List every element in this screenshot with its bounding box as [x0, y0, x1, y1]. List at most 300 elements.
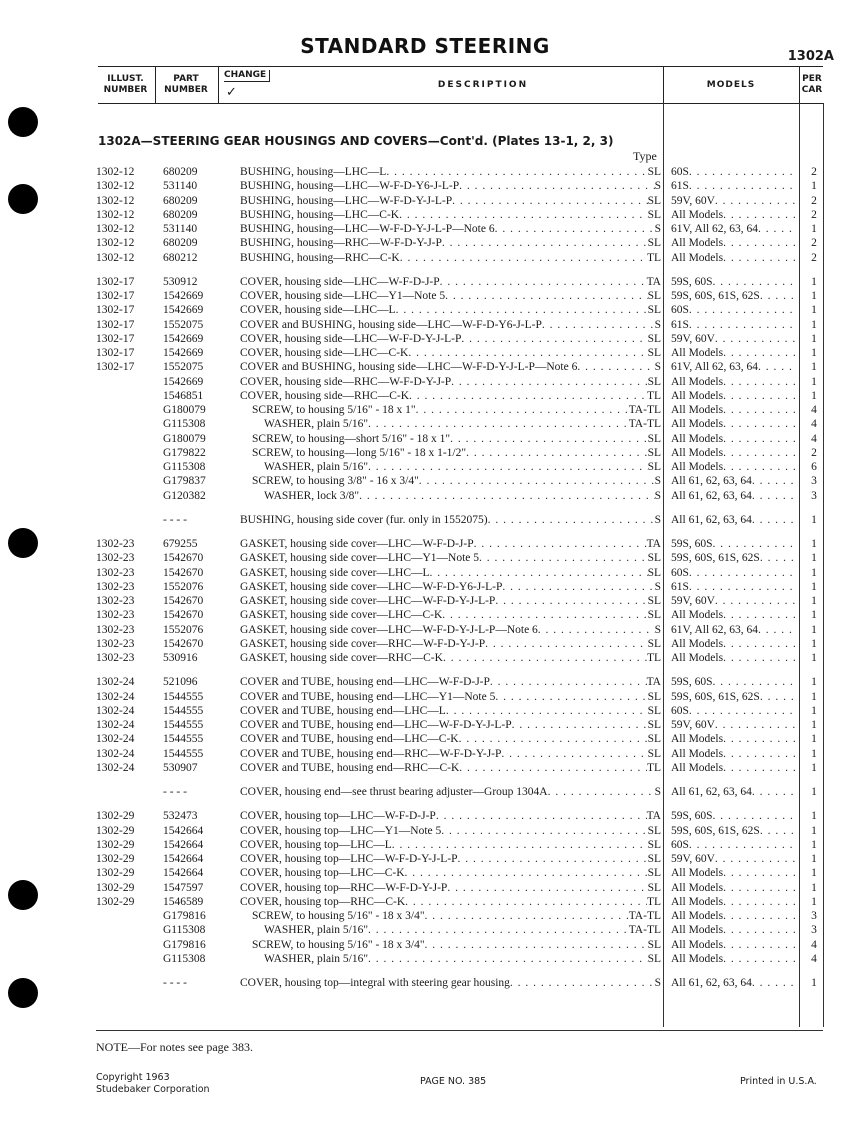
leader-dots	[713, 275, 797, 289]
type-code: S	[654, 361, 661, 374]
models	[671, 651, 797, 665]
leader-dots	[459, 732, 648, 746]
leader-dots	[758, 222, 797, 236]
type-code: TA	[646, 275, 661, 288]
table-row	[0, 809, 850, 823]
models	[671, 236, 797, 250]
leader-dots	[723, 747, 797, 761]
models-text: All 61, 62, 63, 64	[671, 977, 752, 989]
per-car-qty: 1	[811, 786, 817, 798]
models	[671, 513, 797, 527]
part-number: 1546851	[163, 389, 204, 402]
models-text: 60S	[671, 304, 689, 317]
description	[240, 881, 661, 895]
leader-dots	[723, 208, 797, 222]
models-text: All Models	[671, 924, 724, 937]
illus-number: 1302-24	[96, 690, 135, 703]
leader-dots	[436, 809, 647, 823]
type-code: SL	[647, 733, 661, 746]
models	[671, 318, 797, 332]
models-text: All Models	[671, 761, 724, 774]
per-car-qty: 1	[811, 761, 817, 774]
leader-dots	[723, 866, 797, 880]
description	[240, 594, 661, 608]
leader-dots	[723, 375, 797, 389]
models	[671, 432, 797, 446]
description	[240, 460, 661, 474]
type-code: TA	[646, 676, 661, 689]
models-text: 61S	[671, 180, 689, 193]
type-code: S	[654, 580, 661, 593]
models-text: 60S	[671, 566, 689, 579]
type-code: SL	[647, 432, 661, 445]
leader-dots	[758, 360, 797, 374]
leader-dots	[689, 704, 797, 718]
leader-dots	[440, 275, 647, 289]
table-row	[0, 251, 850, 265]
part-number: 1542669	[163, 347, 204, 359]
leader-dots	[392, 838, 648, 852]
table-row	[0, 236, 850, 250]
table-row	[0, 537, 850, 551]
leader-dots	[723, 881, 797, 895]
models-text: 61V, All 62, 63, 64	[671, 361, 759, 374]
header-part	[156, 67, 216, 103]
description-text: BUSHING, housing—LHC—C-K	[240, 208, 400, 221]
description-text: BUSHING, housing side cover (fur. only in 1552075)	[240, 513, 488, 526]
per-car-qty: 1	[811, 637, 817, 650]
illus-number: 1302-29	[96, 853, 135, 865]
per-car-qty: 4	[811, 404, 817, 416]
header-models	[664, 67, 798, 103]
table-row	[0, 824, 850, 838]
models-text: 61V, All 62, 63, 64	[671, 223, 759, 235]
illus-number: 1302-23	[96, 637, 135, 650]
note-text: NOTE—For notes see page 383.	[96, 1040, 253, 1054]
models	[671, 208, 797, 222]
part-number: 1544555	[163, 704, 204, 717]
leader-dots	[723, 460, 797, 474]
type-code: SL	[647, 838, 661, 851]
per-car-qty: 1	[811, 747, 817, 760]
models-text: 60S	[671, 166, 689, 178]
per-car-qty: 1	[811, 552, 817, 565]
description	[240, 732, 661, 746]
description-text: WASHER, plain 5/16"	[264, 461, 369, 473]
type-code: SL	[647, 461, 661, 473]
description-text: BUSHING, housing—LHC—L	[240, 166, 387, 178]
type-code: TA-TL	[628, 404, 661, 416]
illus-number: 1302-24	[96, 733, 135, 746]
leader-dots	[723, 608, 797, 622]
description-text: GASKET, housing side cover—LHC—W-F-D-Y-J-L-P—Note 6	[240, 623, 538, 636]
leader-dots	[760, 690, 797, 704]
type-code: SL	[647, 881, 661, 894]
illus-number: 1302-29	[96, 867, 135, 880]
part-number: G120382	[163, 489, 206, 502]
type-code: SL	[647, 166, 661, 178]
per-car-qty: 1	[811, 318, 817, 331]
per-car-qty: 1	[811, 977, 817, 989]
models-text: 59S, 60S	[671, 810, 713, 823]
part-number: 1552076	[163, 623, 204, 636]
description-text: COVER, housing top—LHC—W-F-D-Y-J-L-P	[240, 853, 458, 865]
models-text: All Models	[671, 404, 724, 416]
description-text: COVER, housing top—RHC—C-K	[240, 895, 406, 908]
description	[240, 809, 661, 823]
illus-number: 1302-23	[96, 652, 135, 664]
group-gap	[0, 799, 850, 809]
per-car-qty: 1	[811, 676, 817, 689]
models-text: All Models	[671, 867, 724, 880]
table-row	[0, 332, 850, 346]
illus-number: 1302-12	[96, 208, 135, 221]
table-row	[0, 513, 850, 527]
footer-copyright	[96, 1072, 210, 1096]
models-text: 61S	[671, 580, 689, 593]
description	[240, 551, 661, 565]
table-row	[0, 704, 850, 718]
per-car-qty: 1	[811, 347, 817, 359]
part-number: 1552076	[163, 580, 204, 593]
models	[671, 566, 797, 580]
per-car-qty: 3	[811, 910, 817, 922]
table-row	[0, 909, 850, 923]
type-code: SL	[647, 375, 661, 388]
models-text: All Models	[671, 237, 724, 250]
models	[671, 895, 797, 909]
type-code: TA	[646, 538, 661, 550]
illus-number: 1302-29	[96, 895, 135, 908]
description	[240, 838, 661, 852]
models	[671, 623, 797, 637]
models	[671, 608, 797, 622]
table-row	[0, 651, 850, 665]
leader-dots	[713, 537, 797, 551]
leader-dots	[386, 165, 647, 179]
table-row	[0, 551, 850, 565]
models	[671, 690, 797, 704]
part-number: 1542664	[163, 824, 204, 837]
illus-number: 1302-12	[96, 237, 135, 250]
models	[671, 785, 797, 799]
description-text: COVER, housing side—RHC—W-F-D-Y-J-P	[240, 375, 452, 388]
description	[240, 165, 661, 179]
type-code: SL	[647, 290, 661, 302]
description-text: COVER, housing side—LHC—Y1—Note 5	[240, 290, 446, 302]
leader-dots	[405, 895, 647, 909]
per-car-qty: 1	[811, 652, 817, 664]
per-car-qty: 1	[811, 580, 817, 593]
type-code: S	[654, 318, 661, 331]
illus-number: 1302-24	[96, 676, 135, 689]
description	[240, 976, 661, 990]
models	[671, 976, 797, 990]
models-text: 59S, 60S	[671, 275, 713, 288]
models	[671, 346, 797, 360]
type-code: SL	[647, 237, 661, 250]
part-number: 680212	[163, 251, 198, 264]
part-number: 1542670	[163, 566, 204, 579]
description-text: COVER, housing side—RHC—C-K	[240, 389, 409, 402]
description-text: SCREW, to housing 3/8" - 16 x 3/4"	[252, 475, 419, 488]
illus-number: 1302-12	[96, 180, 135, 193]
table-row	[0, 852, 850, 866]
per-car-qty: 4	[811, 952, 817, 965]
header-per-line2: CAR	[801, 85, 823, 95]
leader-dots	[760, 824, 797, 838]
illus-number: 1302-24	[96, 747, 135, 760]
description	[240, 608, 661, 622]
leader-dots	[368, 952, 648, 966]
part-number: 1542664	[163, 853, 204, 865]
models	[671, 952, 797, 966]
part-number: - - - -	[163, 786, 187, 798]
per-car-qty: 1	[811, 304, 817, 317]
per-car-qty: 4	[811, 938, 817, 951]
description-text: BUSHING, housing—LHC—W-F-D-Y-J-L-P—Note 6	[240, 223, 495, 235]
models-text: 59V, 60V	[671, 719, 715, 731]
copyright-line1: Copyright 1963	[96, 1072, 170, 1083]
header-part-line1: PART	[173, 74, 199, 84]
description	[240, 704, 661, 718]
table-row	[0, 275, 850, 289]
table-row	[0, 838, 850, 852]
models	[671, 222, 797, 236]
leader-dots	[416, 403, 629, 417]
leader-dots	[458, 852, 648, 866]
description-text: WASHER, lock 3/8"	[264, 489, 360, 502]
type-code: SL	[647, 332, 661, 345]
description-text: COVER, housing end—see thrust bearing adjuster—Group 1304A	[240, 786, 548, 798]
table-row	[0, 923, 850, 937]
leader-dots	[577, 360, 654, 374]
type-code: S	[654, 475, 661, 488]
leader-dots	[451, 375, 647, 389]
models	[671, 389, 797, 403]
table-row	[0, 938, 850, 952]
description-text: COVER and TUBE, housing end—RHC—W-F-D-Y-J-P	[240, 747, 502, 760]
description-text: COVER, housing top—LHC—L	[240, 838, 392, 851]
type-code: SL	[647, 194, 661, 207]
type-code: SL	[647, 853, 661, 865]
description-text: COVER, housing top—LHC—W-F-D-J-P	[240, 810, 436, 823]
illus-number: 1302-29	[96, 810, 135, 823]
models	[671, 303, 797, 317]
per-car-qty: 1	[811, 332, 817, 345]
description-text: SCREW, to housing 5/16" - 18 x 3/4"	[252, 938, 425, 951]
leader-dots	[445, 289, 647, 303]
description-text: COVER, housing side—LHC—W-F-D-J-P	[240, 275, 440, 288]
models-text: All 61, 62, 63, 64	[671, 489, 752, 502]
per-car-qty: 1	[811, 290, 817, 302]
table-row	[0, 580, 850, 594]
description	[240, 222, 661, 236]
type-code: SL	[647, 719, 661, 731]
description	[240, 637, 661, 651]
description-text: COVER and TUBE, housing end—LHC—C-K	[240, 733, 459, 746]
table-row	[0, 718, 850, 732]
leader-dots	[689, 179, 797, 193]
per-car-qty: 1	[811, 595, 817, 607]
description-text: GASKET, housing side cover—LHC—Y1—Note 5	[240, 552, 480, 565]
description-text: SCREW, to housing 5/16" - 18 x 1"	[252, 404, 416, 416]
models-text: All Models	[671, 251, 724, 264]
table-row	[0, 895, 850, 909]
per-car-qty: 1	[811, 375, 817, 388]
leader-dots	[689, 838, 797, 852]
table-row	[0, 747, 850, 761]
models	[671, 747, 797, 761]
description-text: BUSHING, housing—LHC—W-F-D-Y6-J-L-P	[240, 180, 460, 193]
illus-number: 1302-24	[96, 704, 135, 717]
table-row	[0, 881, 850, 895]
description-text: COVER, housing top—integral with steering gear housing	[240, 977, 510, 989]
models-text: All Models	[671, 881, 724, 894]
header-change	[220, 67, 275, 103]
models	[671, 675, 797, 689]
leader-dots	[490, 675, 647, 689]
description-text: COVER and TUBE, housing end—RHC—C-K	[240, 761, 460, 774]
leader-dots	[715, 718, 797, 732]
models	[671, 332, 797, 346]
per-car-qty: 4	[811, 418, 817, 431]
type-column-label: Type	[633, 149, 657, 163]
description	[240, 489, 661, 503]
group-gap	[0, 966, 850, 976]
models	[671, 761, 797, 775]
description	[240, 623, 661, 637]
header-models-label: MODELS	[706, 79, 756, 90]
table-row	[0, 785, 850, 799]
per-car-qty: 1	[811, 824, 817, 837]
header-illus	[98, 67, 153, 103]
leader-dots	[495, 222, 655, 236]
type-code: SL	[647, 952, 661, 965]
table-row	[0, 761, 850, 775]
illus-number: 1302-12	[96, 223, 135, 235]
leader-dots	[368, 460, 648, 474]
per-car-qty: 1	[811, 566, 817, 579]
part-number: 680209	[163, 237, 198, 250]
leader-dots	[723, 651, 797, 665]
per-car-qty: 2	[811, 446, 817, 459]
type-code: S	[654, 180, 661, 193]
leader-dots	[548, 785, 655, 799]
description	[240, 651, 661, 665]
part-number: 1542670	[163, 552, 204, 565]
description	[240, 580, 661, 594]
table-row	[0, 375, 850, 389]
leader-dots	[752, 513, 797, 527]
type-code: S	[654, 489, 661, 502]
part-number: 1542669	[163, 304, 204, 317]
description-text: COVER, housing side—LHC—C-K	[240, 347, 409, 359]
leader-dots	[502, 580, 654, 594]
group-gap	[0, 775, 850, 785]
models	[671, 417, 797, 431]
leader-dots	[425, 909, 629, 923]
models-text: All Models	[671, 895, 724, 908]
table-row	[0, 289, 850, 303]
illus-number: 1302-29	[96, 824, 135, 837]
models	[671, 489, 797, 503]
leader-dots	[752, 976, 797, 990]
description-text: GASKET, housing side cover—RHC—C-K	[240, 652, 443, 664]
table-row	[0, 360, 850, 374]
leader-dots	[538, 623, 655, 637]
per-car-qty: 1	[811, 513, 817, 526]
type-code: SL	[647, 566, 661, 579]
description-text: SCREW, to housing—short 5/16" - 18 x 1"	[252, 432, 451, 445]
group-gap	[0, 265, 850, 275]
type-code: TL	[646, 251, 661, 264]
leader-dots	[474, 537, 647, 551]
table-row	[0, 460, 850, 474]
illus-number: 1302-24	[96, 761, 135, 774]
illus-number: 1302-23	[96, 609, 135, 622]
part-number: 1542664	[163, 838, 204, 851]
table-row	[0, 179, 850, 193]
per-car-qty: 4	[811, 432, 817, 445]
leader-dots	[485, 637, 647, 651]
leader-dots	[442, 608, 647, 622]
leader-dots	[723, 403, 797, 417]
part-number: G180079	[163, 404, 206, 416]
part-number: 1544555	[163, 690, 204, 703]
leader-dots	[723, 417, 797, 431]
table-row	[0, 566, 850, 580]
description-text: WASHER, plain 5/16"	[264, 952, 369, 965]
leader-dots	[723, 923, 797, 937]
description	[240, 566, 661, 580]
part-number: 1552075	[163, 361, 204, 374]
models	[671, 375, 797, 389]
leader-dots	[419, 474, 655, 488]
table-row	[0, 446, 850, 460]
part-number: 1546589	[163, 895, 204, 908]
per-car-qty: 1	[811, 361, 817, 374]
description	[240, 318, 661, 332]
part-number: G179816	[163, 938, 206, 951]
table-row	[0, 489, 850, 503]
leader-dots	[442, 236, 648, 250]
per-car-qty: 1	[811, 704, 817, 717]
group-gap	[0, 527, 850, 537]
models	[671, 866, 797, 880]
description-text: COVER, housing top—RHC—W-F-D-Y-J-P	[240, 881, 448, 894]
description	[240, 208, 661, 222]
part-number: 1547597	[163, 881, 204, 894]
leader-dots	[405, 866, 648, 880]
leader-dots	[723, 952, 797, 966]
models-text: All Models	[671, 418, 724, 431]
leader-dots	[512, 718, 648, 732]
models-text: All 61, 62, 63, 64	[671, 786, 752, 798]
type-code: SL	[647, 637, 661, 650]
table-row	[0, 208, 850, 222]
models	[671, 551, 797, 565]
description-text: COVER, housing top—LHC—C-K	[240, 867, 405, 880]
table-row	[0, 594, 850, 608]
leader-dots	[760, 289, 797, 303]
description	[240, 289, 661, 303]
type-code: SL	[647, 824, 661, 837]
models-text: All Models	[671, 208, 724, 221]
description	[240, 537, 661, 551]
leader-dots	[495, 594, 647, 608]
description	[240, 824, 661, 838]
